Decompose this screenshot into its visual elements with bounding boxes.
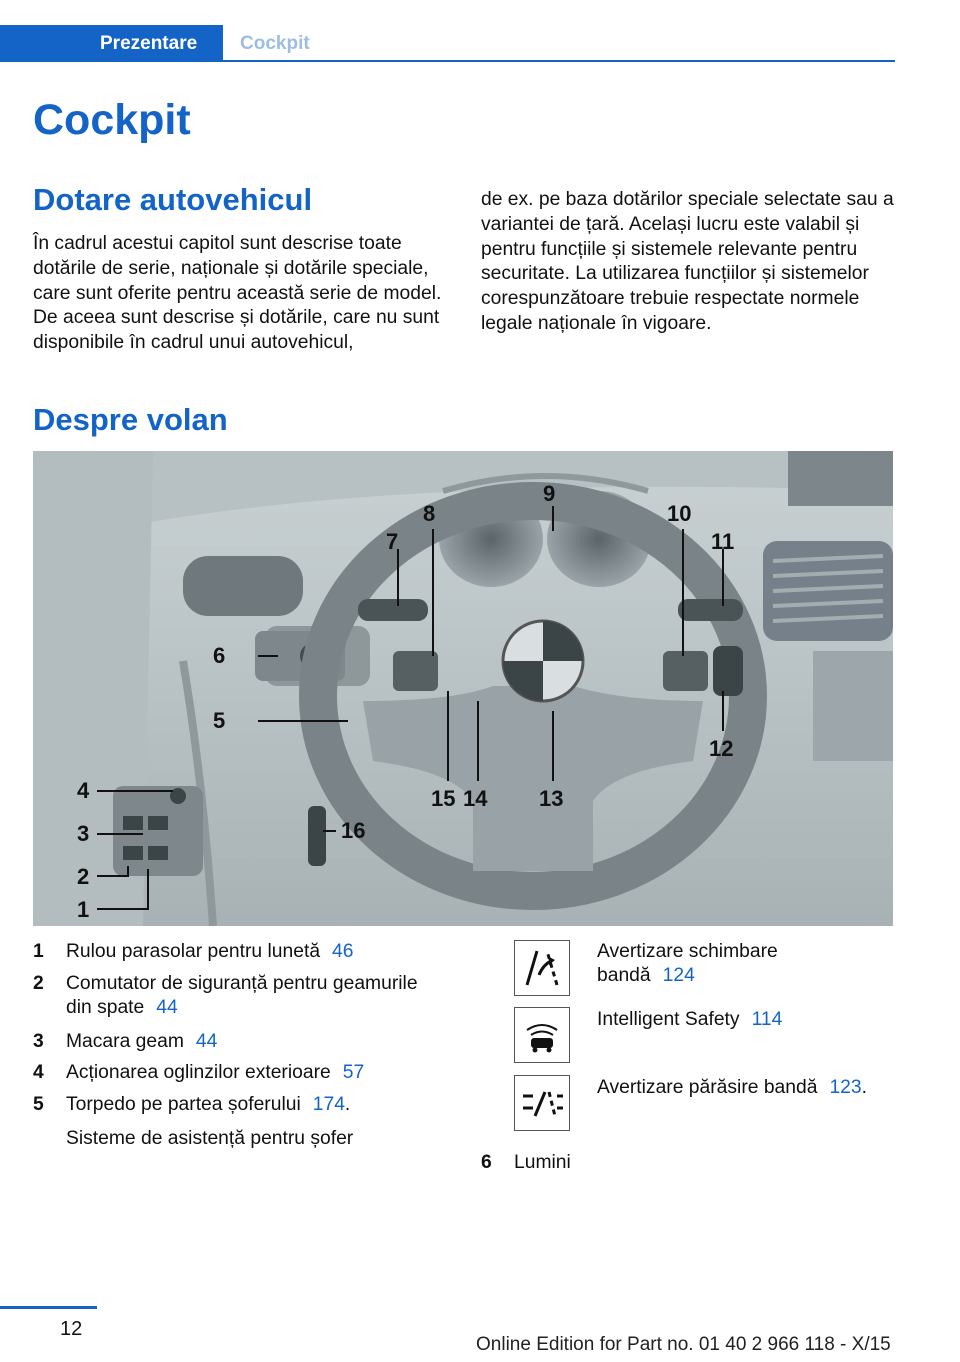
- intro-text-left: În cadrul acestui capitol sunt descrise toate dotările de serie, naționale și dotările speciale, care sunt oferite pentru această serie de model. De aceea sunt descrise și dotările, care nu sunt disponibile în cadrul unui autovehicul,: [33, 233, 442, 354]
- intelligent-safety-icon: [514, 1007, 570, 1063]
- lane-departure-warning-icon: [514, 1075, 570, 1131]
- callout-16: 16: [341, 818, 366, 843]
- callout-14: 14: [463, 786, 488, 811]
- callout-6: 6: [213, 643, 226, 668]
- cockpit-illustration: [33, 451, 893, 926]
- page-link[interactable]: 114: [751, 1009, 783, 1030]
- section-heading-dotare: Dotare autovehicul: [33, 182, 313, 217]
- callout-1: 1: [77, 897, 90, 922]
- section-heading-volan: Despre volan: [33, 402, 228, 437]
- callout-13: 13: [539, 786, 564, 811]
- page-link[interactable]: 44: [195, 1031, 218, 1052]
- page-link[interactable]: 123: [829, 1077, 862, 1098]
- tab-cockpit[interactable]: Cockpit: [240, 33, 310, 54]
- callout-3: 3: [77, 821, 90, 846]
- page-link[interactable]: 124: [662, 965, 695, 986]
- header-tabbar: [0, 25, 895, 62]
- callout-12: 12: [709, 736, 734, 761]
- page-number: 12: [60, 1318, 83, 1340]
- callout-7: 7: [386, 529, 399, 554]
- lane-change-warning-icon: [514, 940, 570, 996]
- page-link[interactable]: 44: [156, 997, 178, 1018]
- callout-8: 8: [423, 501, 436, 526]
- footer-divider: [0, 1306, 97, 1309]
- page-link[interactable]: 57: [342, 1062, 365, 1083]
- page-title: Cockpit: [33, 96, 191, 144]
- list-item: Avertizare schimbare bandă 124: [597, 941, 778, 986]
- callout-9: 9: [543, 481, 556, 506]
- callout-11: 11: [711, 529, 735, 554]
- callout-5: 5: [213, 708, 226, 733]
- callout-2: 2: [77, 864, 90, 889]
- intro-text-right: de ex. pe baza dotărilor speciale selectate sau a variantei de țară. Același lucru este valabil și pentru funcțiile și sistemele relevante pentru securitate. La utilizarea funcțiilor și sistemelor corespunzătoare trebuie respectate normele legale naționale în vigoare.: [481, 189, 894, 334]
- page-link[interactable]: 46: [332, 941, 354, 962]
- callout-10: 10: [667, 501, 692, 526]
- callout-4: 4: [77, 778, 90, 803]
- page-link[interactable]: 174: [312, 1094, 345, 1115]
- header-divider: [0, 60, 895, 62]
- edition-note: Online Edition for Part no. 01 40 2 966 118 - X/15: [476, 1334, 891, 1355]
- list-item: Intelligent Safety 114: [597, 1009, 783, 1030]
- list-item: Avertizare părăsire bandă 123.: [597, 1077, 867, 1098]
- callout-15: 15: [431, 786, 456, 811]
- tab-prezentare[interactable]: Prezentare: [0, 25, 223, 60]
